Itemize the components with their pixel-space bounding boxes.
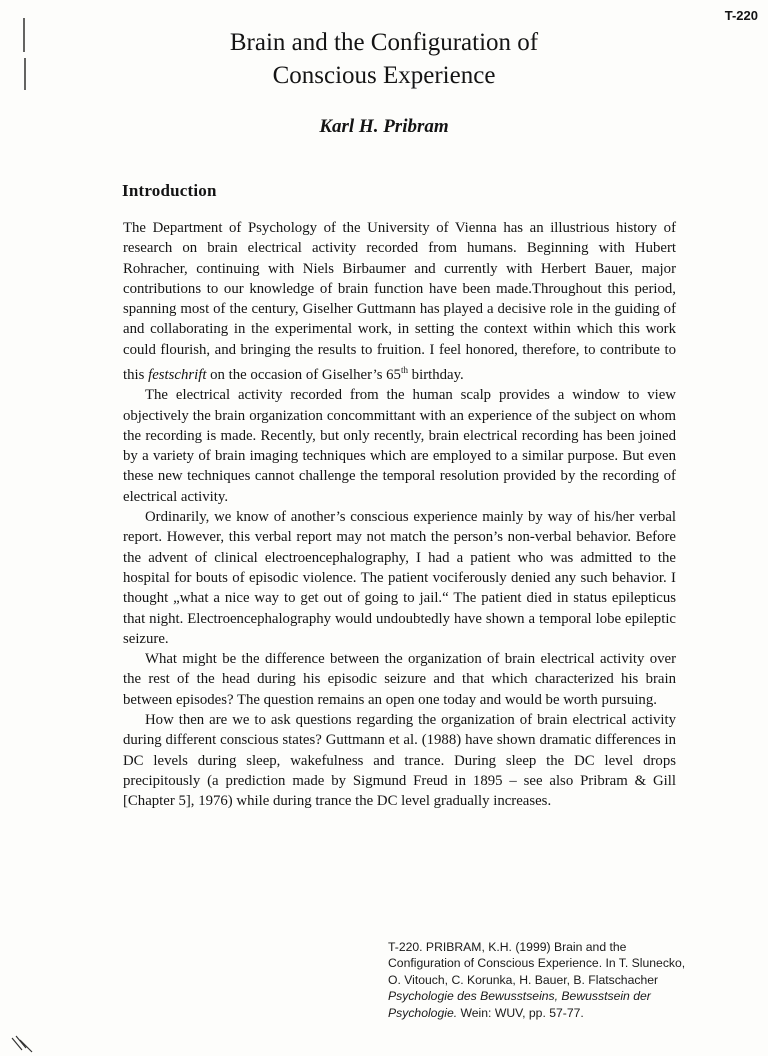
body-text bbox=[123, 218, 676, 812]
page-title bbox=[0, 26, 768, 92]
paragraph-3: Ordinarily, we know of another’s conscious experience mainly by way of his/her verbal report. However, this verbal report may not match the person’s non-verbal behavior. Before the advent of clinical electroencephalography, I had a patient who was admitted to the hospital for bouts of episodic violence. The patient vociferously denied any such behavior. I thought „what a nice way to get out of going to jail.“ The patient died in status epilepticus that night. Electroencephalography would undoubtedly have shown a temporal lobe epileptic seizure. bbox=[123, 509, 676, 647]
section-heading: Introduction bbox=[122, 181, 217, 200]
citation-line-4: Psychologie des Bewusstseins, Bewusstsein der bbox=[388, 989, 651, 1004]
citation-line-3: O. Vitouch, C. Korunka, H. Bauer, B. Flatschacher bbox=[388, 972, 659, 987]
citation-note bbox=[388, 939, 748, 1021]
paragraph-4: What might be the difference between the organization of brain electrical activity over the rest of the head during his episodic seizure and that which characterized his brain between episodes? The question remains an open one today and would be worth pursuing. bbox=[123, 651, 676, 708]
title-line-2: Conscious Experience bbox=[272, 62, 496, 89]
paragraph-2: The electrical activity recorded from the human scalp provides a window to view objectively the brain organization concommittant with an experience of the subject on whom the recording is made. Recently, but only recently, brain electrical recording has been joined by a variety of brain imaging techniques which are employed to a similar purpose. But even these new techniques cannot challenge the temporal resolution provided by the recording of electrical activity. bbox=[123, 387, 676, 505]
citation-line-2: Configuration of Conscious Experience. In T. Slunecko, bbox=[388, 956, 686, 971]
paragraph-1: The Department of Psychology of the University of Vienna has an illustrious history of research on brain electrical activity recorded from humans. Beginning with Hubert Rohracher, continuing with Niels Birbaumer and currently with Herbert Bauer, major contributions to our knowledge of brain function have been made.Throughout this period, spanning most of the century, Giselher Guttmann has played a decisive role in the guiding of and collaborating in the experimental work, in setting the context within which this work could flourish, and bringing the results to fruition. I feel honored, therefore, to contribute to this festschrift on the occasion of Giselher’s 65th birthday. bbox=[123, 220, 676, 383]
document-id: T-220 bbox=[724, 8, 758, 23]
author-name: Karl H. Pribram bbox=[319, 116, 449, 137]
citation-line-1: T-220. PRIBRAM, K.H. (1999) Brain and the bbox=[388, 940, 627, 954]
citation-line-5: Psychologie. Wein: WUV, pp. 57-77. bbox=[388, 1005, 584, 1020]
title-line-1: Brain and the Configuration of bbox=[229, 29, 539, 56]
scan-corner-mark bbox=[10, 1034, 36, 1054]
paragraph-5: How then are we to ask questions regarding the organization of brain electrical activity during different conscious states? Guttmann et al. (1988) have shown dramatic differences in DC levels during sleep, wakefulness and trance. During sleep the DC level drops precipitously (a prediction made by Sigmund Freud in 1895 – see also Pribram & Gill [Chapter 5], 1976) while during trance the DC level gradually increases. bbox=[123, 712, 676, 810]
